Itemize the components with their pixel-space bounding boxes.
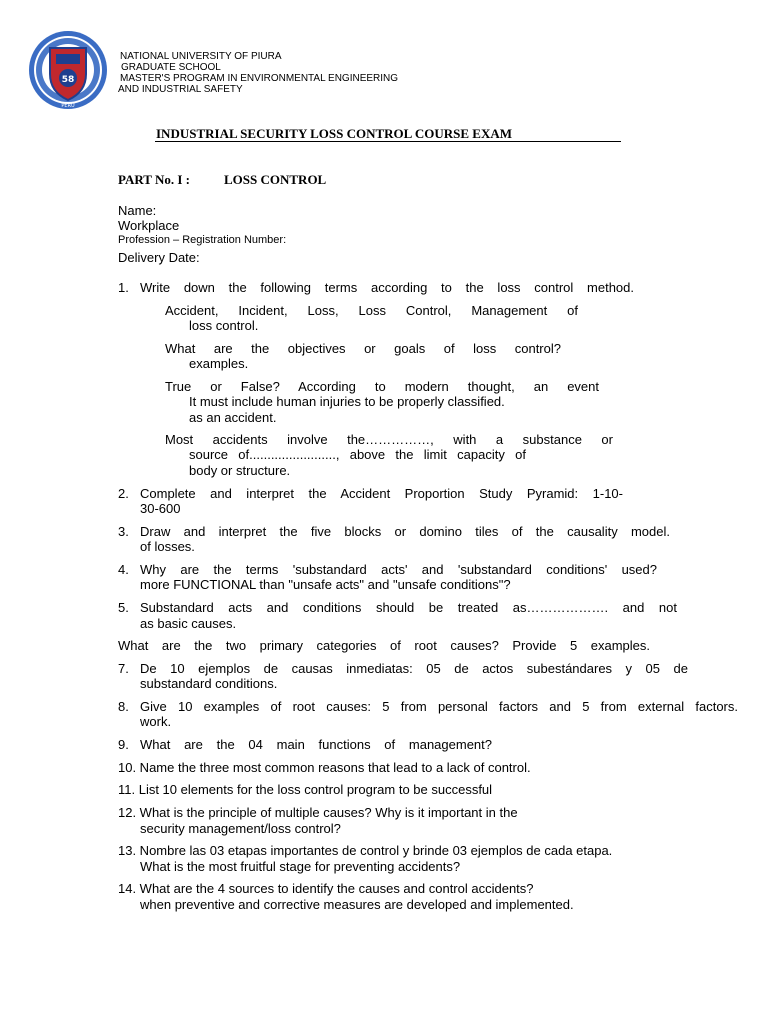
question-4-line-1: Why are the terms 'substandard acts' and 'substandard conditions' used? [140, 562, 657, 577]
question-10-line-1: 10. Name the three most common reasons that lead to a lack of control. [118, 760, 531, 775]
question-14-line-1: 14. What are the 4 sources to identify the causes and control accidents? [118, 881, 534, 896]
question-13-line-2: What is the most fruitful stage for preventing accidents? [140, 859, 461, 874]
q1-sub-c-line-2: It must include human injuries to be properly classified. [189, 394, 505, 409]
question-14-line-2: when preventive and corrective measures are developed and implemented. [140, 897, 574, 912]
q1-sub-a-line-1: Accident, Incident, Loss, Loss Control, Management of [165, 303, 578, 318]
question-12-line-2: security management/loss control? [140, 821, 341, 836]
question-3-line-1: Draw and interpret the five blocks or domino tiles of the causality model. [140, 524, 670, 539]
question-12-line-1: 12. What is the principle of multiple causes? Why is it important in the [118, 805, 518, 820]
question-5-number: 5. [118, 600, 129, 615]
q1-sub-c-line-3: as an accident. [189, 410, 277, 425]
question-1-number: 1. [118, 280, 129, 295]
field-profession: Profession – Registration Number: [118, 234, 287, 246]
question-2-number: 2. [118, 486, 129, 501]
question-1-text: Write down the following terms according to the loss control method. [140, 280, 634, 295]
header-line-4: AND INDUSTRIAL SAFETY [118, 84, 243, 95]
part-label: PART No. I : [118, 172, 191, 187]
q1-sub-d-line-1: Most accidents involve the……………, with a substance or [165, 432, 613, 447]
question-8-line-1: Give 10 examples of root causes: 5 from personal factors and 5 from external factors. [140, 699, 738, 714]
header-line-2: GRADUATE SCHOOL [121, 62, 221, 73]
part-name: LOSS CONTROL [224, 172, 327, 187]
question-5-line-2: as basic causes. [140, 616, 237, 631]
question-8-number: 8. [118, 699, 129, 714]
field-workplace: Workplace [118, 218, 180, 233]
q1-sub-d-line-2: source of........................, above the limit capacity of [189, 447, 526, 462]
question-3-line-2: of losses. [140, 539, 195, 554]
university-seal-logo [26, 30, 110, 110]
q1-sub-b-line-1: What are the objectives or goals of loss control? [165, 341, 561, 356]
exam-title: INDUSTRIAL SECURITY LOSS CONTROL COURSE EXAM [156, 126, 513, 141]
question-8-line-2: work. [140, 714, 172, 729]
question-11-line-1: 11. List 10 elements for the loss control program to be successful [118, 782, 493, 797]
field-delivery: Delivery Date: [118, 250, 200, 265]
q1-sub-a-line-2: loss control. [189, 318, 259, 333]
seal-text: PERU [61, 103, 75, 109]
q1-sub-d-line-3: body or structure. [189, 463, 291, 478]
svg-text:58: 58 [61, 75, 75, 85]
question-7-line-2: substandard conditions. [140, 676, 278, 691]
question-2-line-1: Complete and interpret the Accident Proportion Study Pyramid: 1-10- [140, 486, 623, 501]
question-3-number: 3. [118, 524, 129, 539]
question-5-line-1: Substandard acts and conditions should be treated as………………. and not [140, 600, 677, 615]
question-7-number: 7. [118, 661, 129, 676]
question-4-number: 4. [118, 562, 129, 577]
question-13-line-1: 13. Nombre las 03 etapas importantes de control y brinde 03 ejemplos de cada etapa. [118, 843, 613, 858]
title-underline [155, 141, 621, 142]
header-line-3: MASTER'S PROGRAM IN ENVIRONMENTAL ENGINEERING [120, 73, 399, 84]
question-2-line-2: 30-600 [140, 501, 181, 516]
q1-sub-b-line-2: examples. [189, 356, 249, 371]
question-9-line-1: What are the 04 main functions of management? [140, 737, 492, 752]
field-name: Name: [118, 203, 157, 218]
q1-sub-c-line-1: True or False? According to modern thought, an event [165, 379, 599, 394]
question-6-line-1: What are the two primary categories of root causes? Provide 5 examples. [118, 638, 650, 653]
header-line-1: NATIONAL UNIVERSITY OF PIURA [120, 51, 282, 62]
question-4-line-2: more FUNCTIONAL than "unsafe acts" and "unsafe conditions"? [140, 577, 511, 592]
question-7-line-1: De 10 ejemplos de causas inmediatas: 05 de actos subestándares y 05 de [140, 661, 688, 676]
question-9-number: 9. [118, 737, 129, 752]
